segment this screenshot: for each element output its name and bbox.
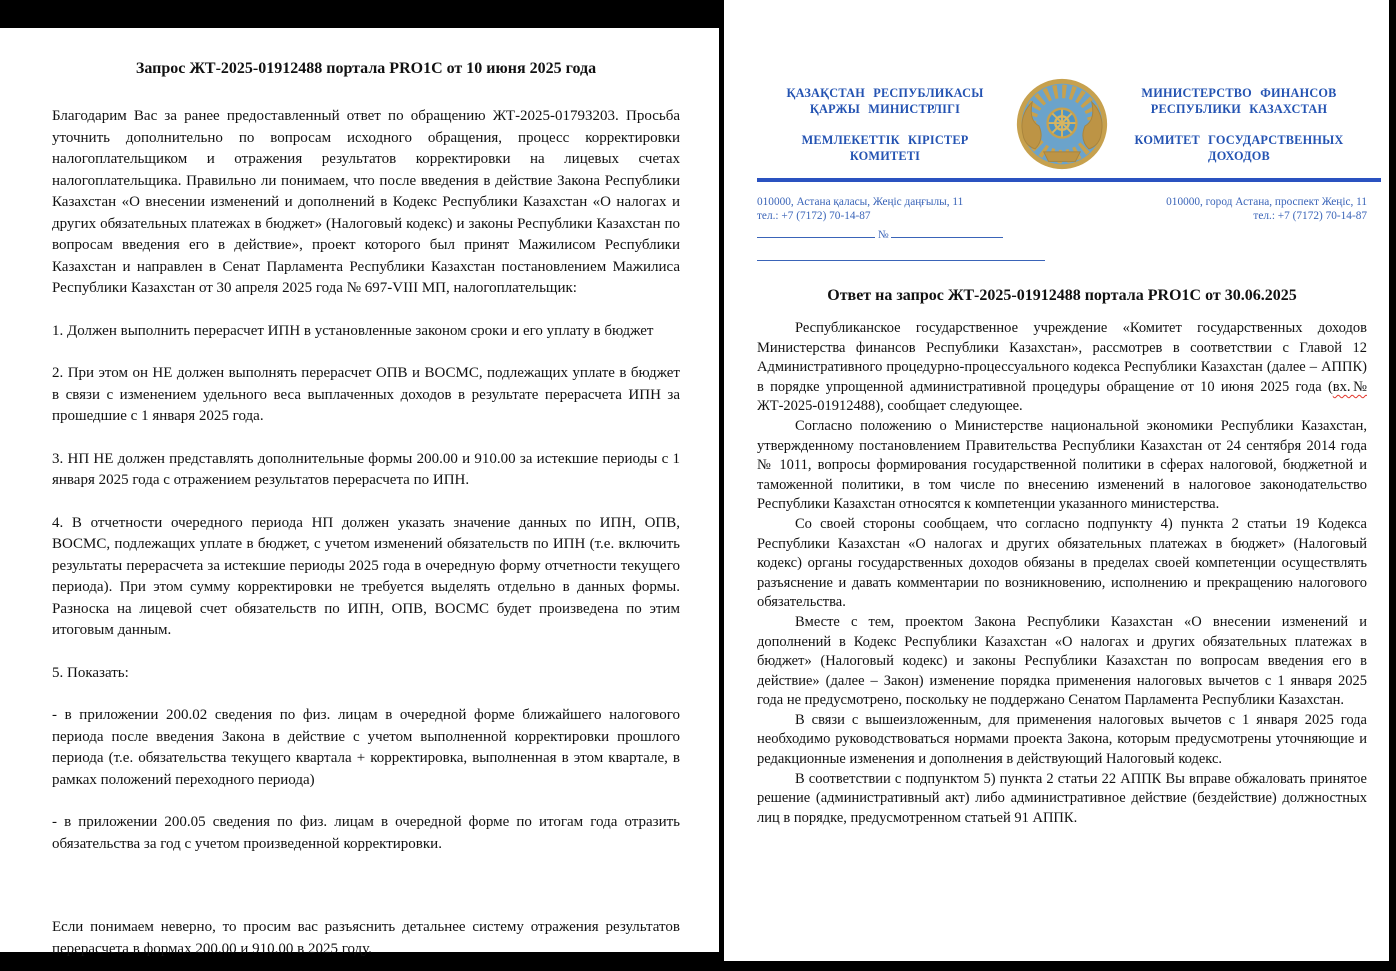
- address-kk-line2: тел.: +7 (7172) 70-14-87: [757, 210, 871, 222]
- request-title: Запрос ЖТ-2025-01912488 портала PRO1C от 10 июня 2025 года: [135, 60, 597, 77]
- org-ru-ministry-line2: РЕСПУБЛИКИ КАЗАХСТАН: [1150, 101, 1328, 116]
- reference-blank-line: [757, 250, 1045, 261]
- address-ru-line1: 010000, город Астана, проспект Жеңіс, 11: [1166, 196, 1367, 208]
- address-russian: [1166, 195, 1367, 261]
- letterhead-divider: [757, 178, 1381, 182]
- request-dash-item-1: - в приложении 200.02 сведения по физ. лицам в очередной форме ближайшего налогового периода после введения Закона в действие с учетом выполненной корректировки прошлого периода (т.е. обязательства текущего квартала + корректировка, выполненная в этом квартале, в рамках положений переходного периода): [52, 707, 680, 788]
- date-blank-line: [757, 227, 875, 238]
- response-paragraph-1: [757, 319, 1367, 417]
- request-item-1: 1. Должен выполнить перерасчет ИПН в установленные законом сроки и его уплату в бюджет: [52, 322, 654, 339]
- org-name-kazakh: [763, 85, 1007, 164]
- address-kazakh: [757, 195, 1045, 261]
- letterhead: [763, 76, 1361, 172]
- response-paragraph-3: Со своей стороны сообщаем, что согласно подпункту 4) пункта 2 статьи 19 Кодекса Республики Казахстан «О налогах и других обязательных платежах в бюджет» (Налоговый кодекс) органы государственных доходов обязаны в пределах своей компетенции осуществлять разъяснение и давать комментарии по возникновению, исполнению и прекращению налогового обязательства.: [757, 515, 1367, 611]
- response-paragraph-6: В соответствии с подпунктом 5) пункта 2 статьи 22 АППК Вы вправе обжаловать принятое решение (административный акт) либо административное действие (бездействие) должностных лиц в порядке, предусмотренном статьей 91 АППК.: [757, 770, 1367, 826]
- response-p1-before: Республиканское государственное учреждение «Комитет государственных доходов Министерства финансов Республики Казахстан», рассмотрев в соответствии с Главой 12 Административного процедурно-процессуального кодекса Республики Казахстан (далее – АППК) в порядке упрощенной административной процедуры обращение от 10 июня 2025 года (: [757, 320, 1367, 395]
- response-title: Ответ на запрос ЖТ-2025-01912488 портала PRO1C от 30.06.2025: [827, 287, 1297, 304]
- request-closing-paragraph: Если понимаем неверно, то просим вас разъяснить детальнее систему отражения результатов перерасчета в формах 200.00 и 910.00 в 2025 году.: [52, 919, 680, 957]
- org-kk-ministry-line1: ҚАЗАҚСТАН РЕСПУБЛИКАСЫ: [786, 85, 984, 100]
- request-page: [0, 28, 719, 957]
- org-name-russian: [1117, 85, 1361, 164]
- address-kk-line1: 010000, Астана қаласы, Жеңіс даңғылы, 11: [757, 196, 964, 208]
- request-paragraph-intro: Благодарим Вас за ранее предоставленный ответ по обращению ЖТ-2025-01793203. Просьба уточнить дополнительно по вопросам исходного обращения, процесс корректировки налогоплательщиком и отражения результатов корректировки на лицевых счетах налогоплательщика. Правильно ли понимаем, что после введения в действие Закона Республики Казахстан «О внесении изменений и дополнений в Кодекс Республики Казахстан «О налогах и других обязательных платежах в бюджет» (Налоговый кодекс) и законы Республики Казахстан по вопросам введения его в действие», проект которого был принят Мажилисом Республики Казахстан и направлен в Сенат Парламента Республики Казахстан постановлением Мажилиса Республики Казахстан от 30 апреля 2025 года № 697-VIII МП, налогоплательщик:: [52, 108, 680, 296]
- response-body: [757, 319, 1367, 828]
- request-item-5: 5. Показать:: [52, 664, 129, 681]
- org-ru-committee-line1: КОМИТЕТ ГОСУДАРСТВЕННЫХ: [1134, 132, 1344, 147]
- org-kk-ministry-line2: ҚАРЖЫ МИНИСТРЛІГІ: [809, 101, 961, 116]
- number-blank-line: [891, 227, 1003, 238]
- outgoing-number-line: [757, 227, 1045, 242]
- response-p1-spellcheck-word: вх.№: [1332, 378, 1367, 395]
- org-kk-committee-line2: КОМИТЕТІ: [849, 148, 921, 163]
- response-paragraph-2: Согласно положению о Министерстве национальной экономики Республики Казахстан, утвержденному постановлением Правительства Республики Казахстан от 24 сентября 2014 года № 1011, вопросы формирования государственной политики в сферах налоговой, бюджетной и таможенной политики, в том числе по внесению изменений в налоговое законодательство Республики Казахстан относятся к компетенции указанного министерства.: [757, 417, 1367, 513]
- response-page: [724, 0, 1389, 961]
- response-paragraph-4: Вместе с тем, проектом Закона Республики Казахстан «О внесении изменений и дополнений в Кодекс Республики Казахстан «О налогах и других обязательных платежах в бюджет» (Налоговый кодекс) и законы Республики Казахстан по вопросам введения его в действие» (далее – Закон) изменение порядка применения налоговых вычетов с 1 января 2025 года не предусмотрено, поскольку не поддержано Сенатом Парламента Республики Казахстан.: [757, 613, 1367, 709]
- org-ru-committee-line2: ДОХОДОВ: [1208, 148, 1270, 163]
- address-block: [757, 195, 1367, 261]
- request-item-4: 4. В отчетности очередного периода НП должен указать значение данных по ИПН, ОПВ, ВОСМС, подлежащих уплате в бюджет, с учетом изменений обязательств по ИПН (т.е. включить результаты перерасчета за истекшие периоды 2025 года в очередную форму отчетности текущего периода). При этом сумму корректировки не требуется выделять отдельно в данных формы. Разноска на лицевой счет обязательств по ИПН, ОПВ, ВОСМС будет произведена по этим итоговым данным.: [52, 514, 680, 638]
- number-sign: №: [877, 229, 889, 241]
- request-item-3: 3. НП НЕ должен представлять дополнительные формы 200.00 и 910.00 за истекшие периоды с 1 января 2025 года с отражением результатов перерасчета по ИПН.: [52, 450, 680, 488]
- response-p1-after: ЖТ-2025-01912488), сообщает следующее.: [757, 398, 1023, 415]
- request-dash-item-2: - в приложении 200.05 сведения по физ. лицам в очередной форме по итогам года отразить обязательства за год с учетом произведенной корректировки.: [52, 814, 680, 852]
- org-ru-ministry-line1: МИНИСТЕРСТВО ФИНАНСОВ: [1141, 85, 1337, 100]
- org-kk-committee-line1: МЕМЛЕКЕТТІК КІРІСТЕР: [801, 132, 969, 147]
- kazakhstan-emblem-icon: [1014, 76, 1110, 172]
- response-paragraph-5: В связи с вышеизложенным, для применения налоговых вычетов с 1 января 2025 года необходимо руководствоваться нормами проекта Закона, которым предусмотрены уточняющие и редакционные изменения и дополнения в действующий Налоговый кодекс.: [757, 711, 1367, 768]
- request-item-2: 2. При этом он НЕ должен выполнять перерасчет ОПВ и ВОСМС, подлежащих уплате в бюджет в связи с изменением удельного веса выплаченных доходов в результате перерасчета ИПН за прошедшие с 1 января 2025 года.: [52, 365, 680, 424]
- address-ru-line2: тел.: +7 (7172) 70-14-87: [1253, 210, 1367, 222]
